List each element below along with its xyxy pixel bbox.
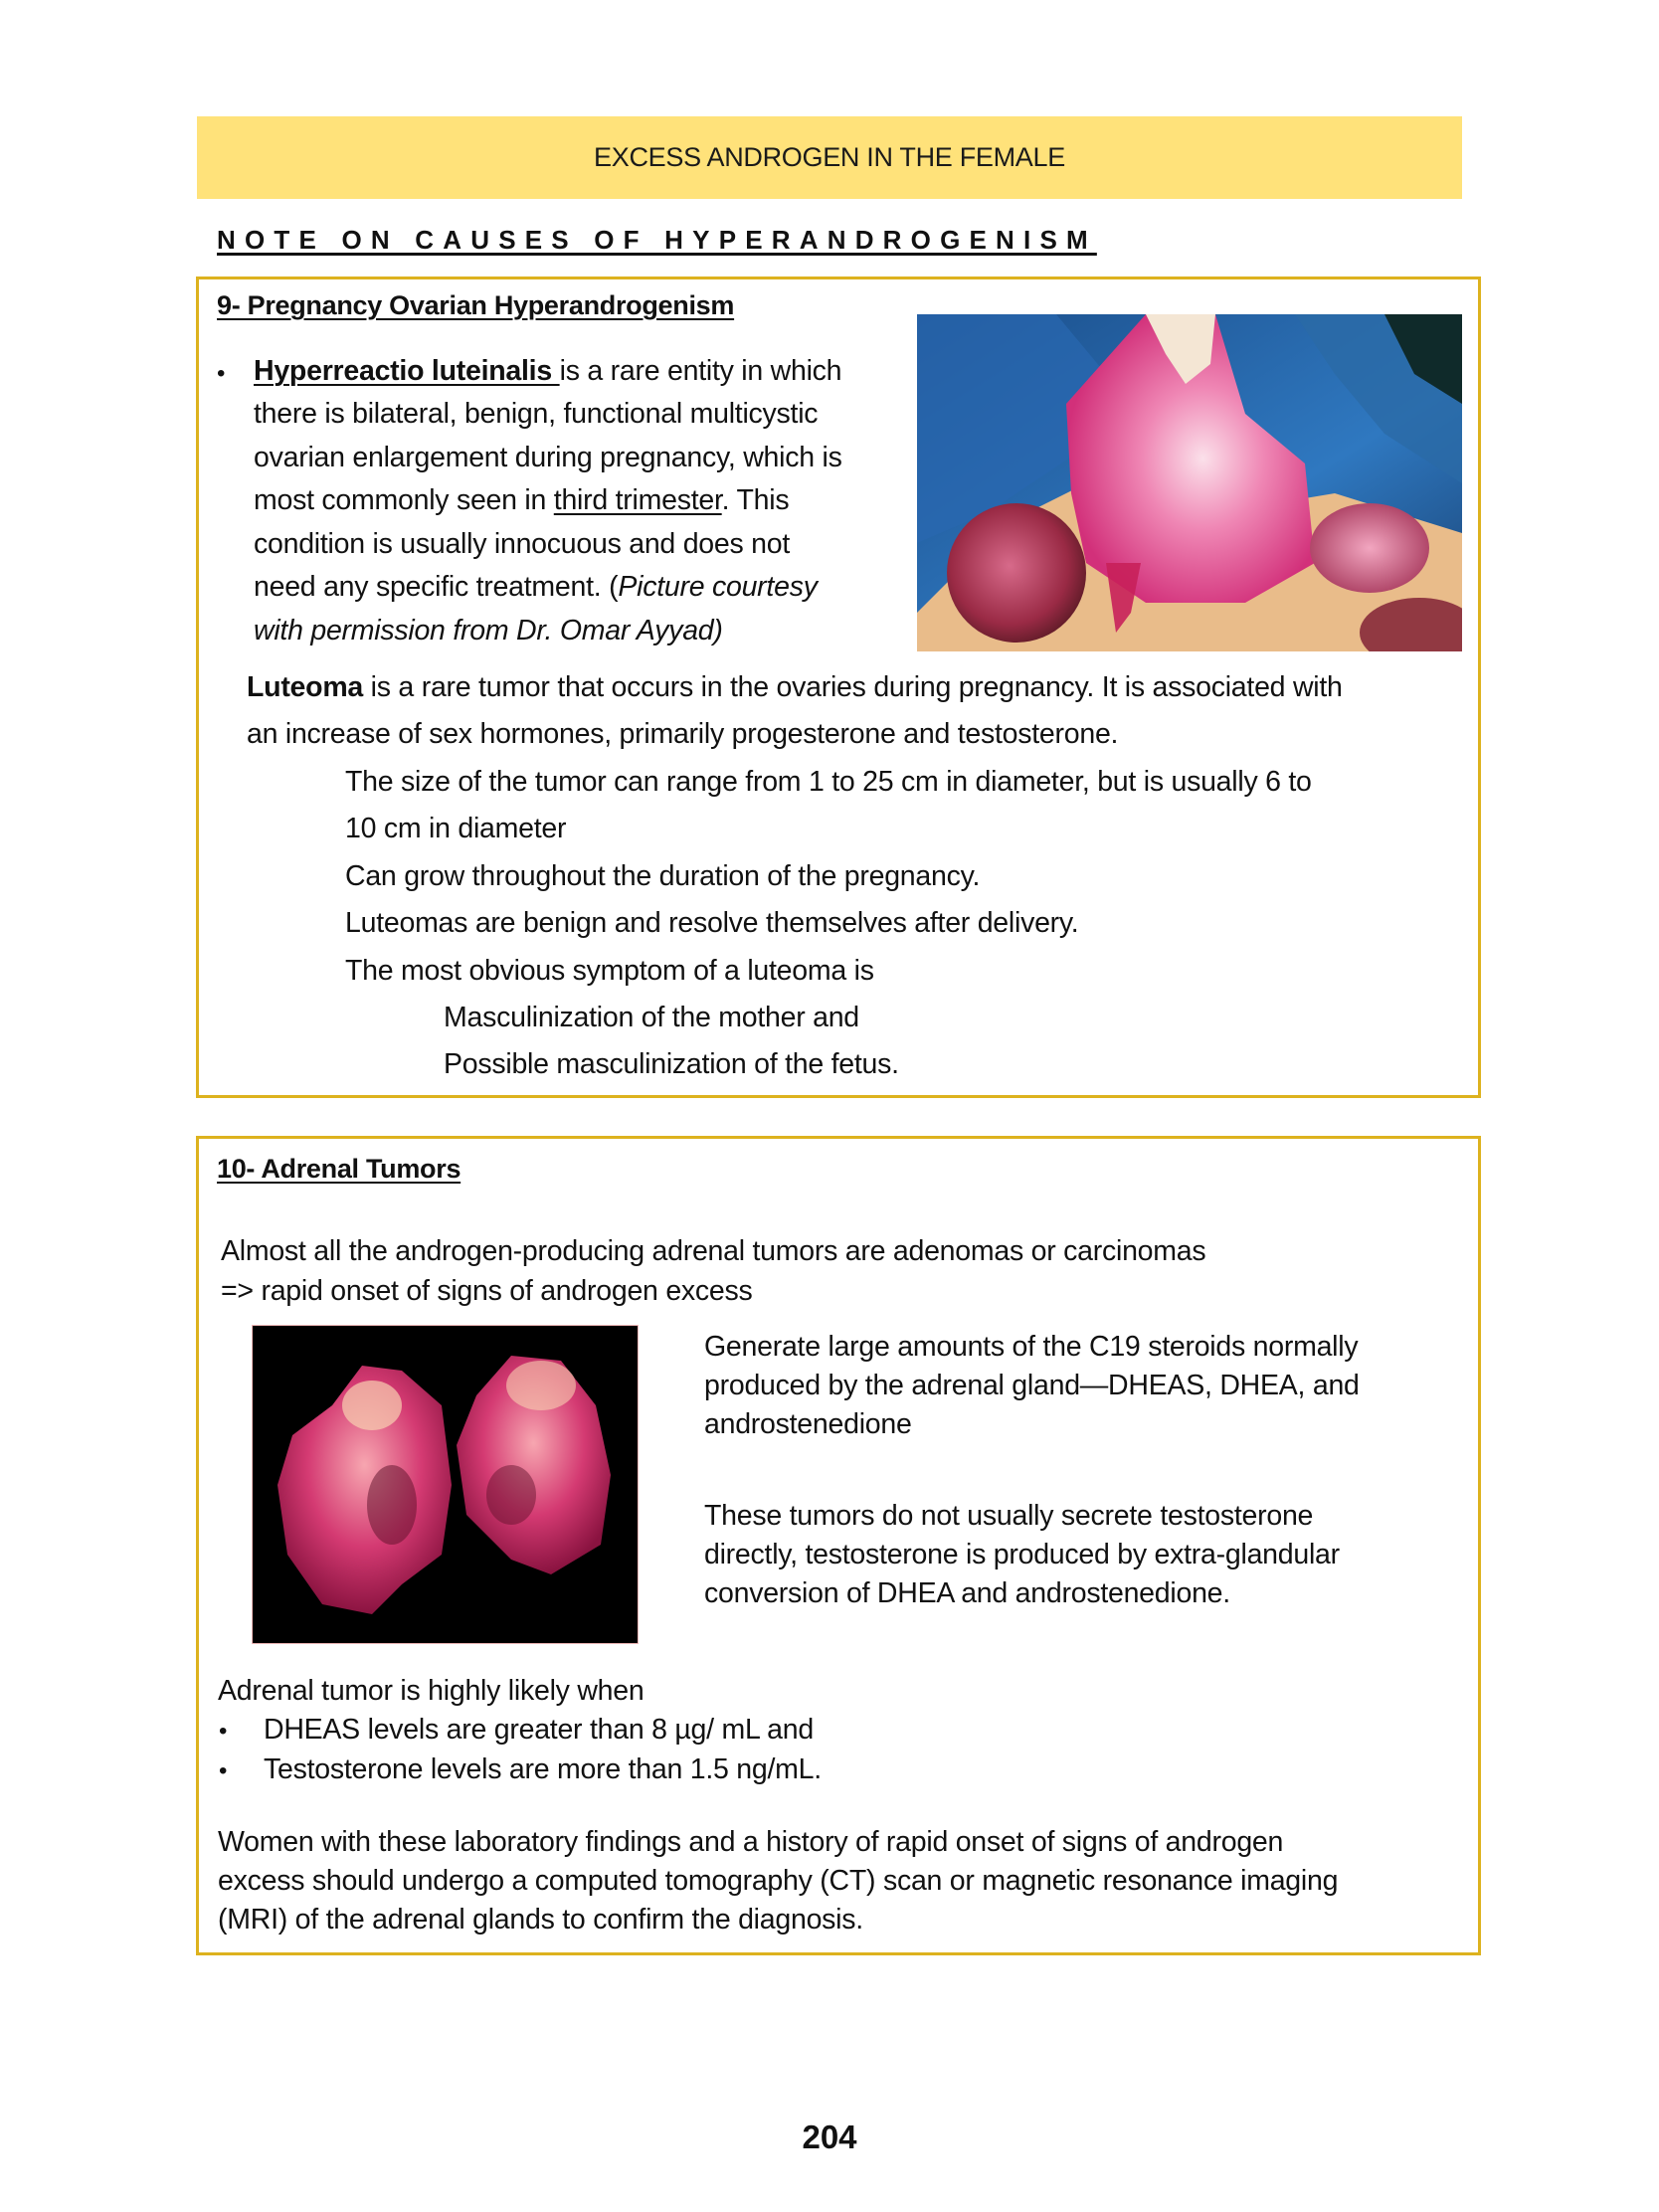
luteoma-intro-line-2: an increase of sex hormones, primarily progesterone and testosterone. <box>247 718 1119 750</box>
hyperreactio-line-3: ovarian enlargement during pregnancy, which is <box>254 442 842 473</box>
luteoma-symptom: Masculinization of the mother and <box>444 1002 859 1033</box>
ovary-photo-image <box>917 314 1462 651</box>
hyperreactio-line-2: there is bilateral, benign, functional multicystic <box>254 398 819 430</box>
hyperreactio-line-4: most commonly seen in third trimester. This <box>254 484 790 516</box>
adrenal-tumor-photo <box>252 1325 639 1644</box>
luteoma-point: The most obvious symptom of a luteoma is <box>345 955 874 987</box>
conclusion-line-2: excess should undergo a computed tomography (CT) scan or magnetic resonance imaging <box>218 1865 1339 1897</box>
testosterone-note-line-2: directly, testosterone is produced by extra-glandular <box>704 1539 1340 1570</box>
chapter-title: EXCESS ANDROGEN IN THE FEMALE <box>594 142 1065 172</box>
luteoma-point: Can grow throughout the duration of the pregnancy. <box>345 860 981 892</box>
adrenal-photo-image <box>253 1326 638 1643</box>
luteoma-symptom: Possible masculinization of the fetus. <box>444 1048 899 1080</box>
likely-when-label: Adrenal tumor is highly likely when <box>218 1675 645 1707</box>
third-trimester-term: third trimester <box>553 484 722 516</box>
bullet-icon: • <box>219 1718 228 1745</box>
bullet-icon: • <box>219 1757 228 1784</box>
criteria-testosterone: Testosterone levels are more than 1.5 ng/mL. <box>264 1753 822 1785</box>
c19-steroid-line-1: Generate large amounts of the C19 steroids normally <box>704 1331 1359 1363</box>
conclusion-line-3: (MRI) of the adrenal glands to confirm the diagnosis. <box>218 1904 863 1936</box>
testosterone-note-line-1: These tumors do not usually secrete testosterone <box>704 1500 1314 1532</box>
hyperreactio-line-6: need any specific treatment. (Picture courtesy <box>254 571 818 603</box>
criteria-dheas: DHEAS levels are greater than 8 µg/ mL and <box>264 1714 814 1746</box>
section-9-title: 9- Pregnancy Ovarian Hyperandrogenism <box>217 290 735 320</box>
c19-steroid-line-2: produced by the adrenal gland—DHEAS, DHEA, and <box>704 1370 1360 1401</box>
section-10-title: 10- Adrenal Tumors <box>217 1154 461 1184</box>
luteoma-term: Luteoma <box>247 671 364 703</box>
hyperreactio-term: Hyperreactio luteinalis <box>254 355 560 387</box>
chapter-banner <box>197 116 1462 199</box>
luteoma-point: Luteomas are benign and resolve themselves after delivery. <box>345 907 1079 939</box>
adrenal-intro-line-1: Almost all the androgen-producing adrenal tumors are adenomas or carcinomas <box>221 1235 1206 1267</box>
hyperreactio-line-1: Hyperreactio luteinalis is a rare entity in which <box>254 355 842 387</box>
conclusion-line-1: Women with these laboratory findings and a history of rapid onset of signs of androgen <box>218 1826 1284 1858</box>
page-number: 204 <box>802 2119 857 2155</box>
hyperreactio-line-7: with permission from Dr. Omar Ayyad) <box>254 615 723 646</box>
bullet-icon: • <box>217 360 226 387</box>
hyperreactio-line-5: condition is usually innocuous and does not <box>254 528 791 560</box>
c19-steroid-line-3: androstenedione <box>704 1408 912 1440</box>
testosterone-note-line-3: conversion of DHEA and androstenedione. <box>704 1577 1230 1609</box>
luteoma-intro-line-1: Luteoma is a rare tumor that occurs in the ovaries during pregnancy. It is associated with <box>247 671 1343 703</box>
luteoma-point: 10 cm in diameter <box>345 813 567 844</box>
section-heading: NOTE ON CAUSES OF HYPERANDROGENISM <box>217 225 1097 255</box>
surgical-photo <box>917 314 1462 651</box>
luteoma-point: The size of the tumor can range from 1 to 25 cm in diameter, but is usually 6 to <box>345 766 1312 798</box>
adrenal-intro-line-2: => rapid onset of signs of androgen excess <box>221 1275 753 1307</box>
